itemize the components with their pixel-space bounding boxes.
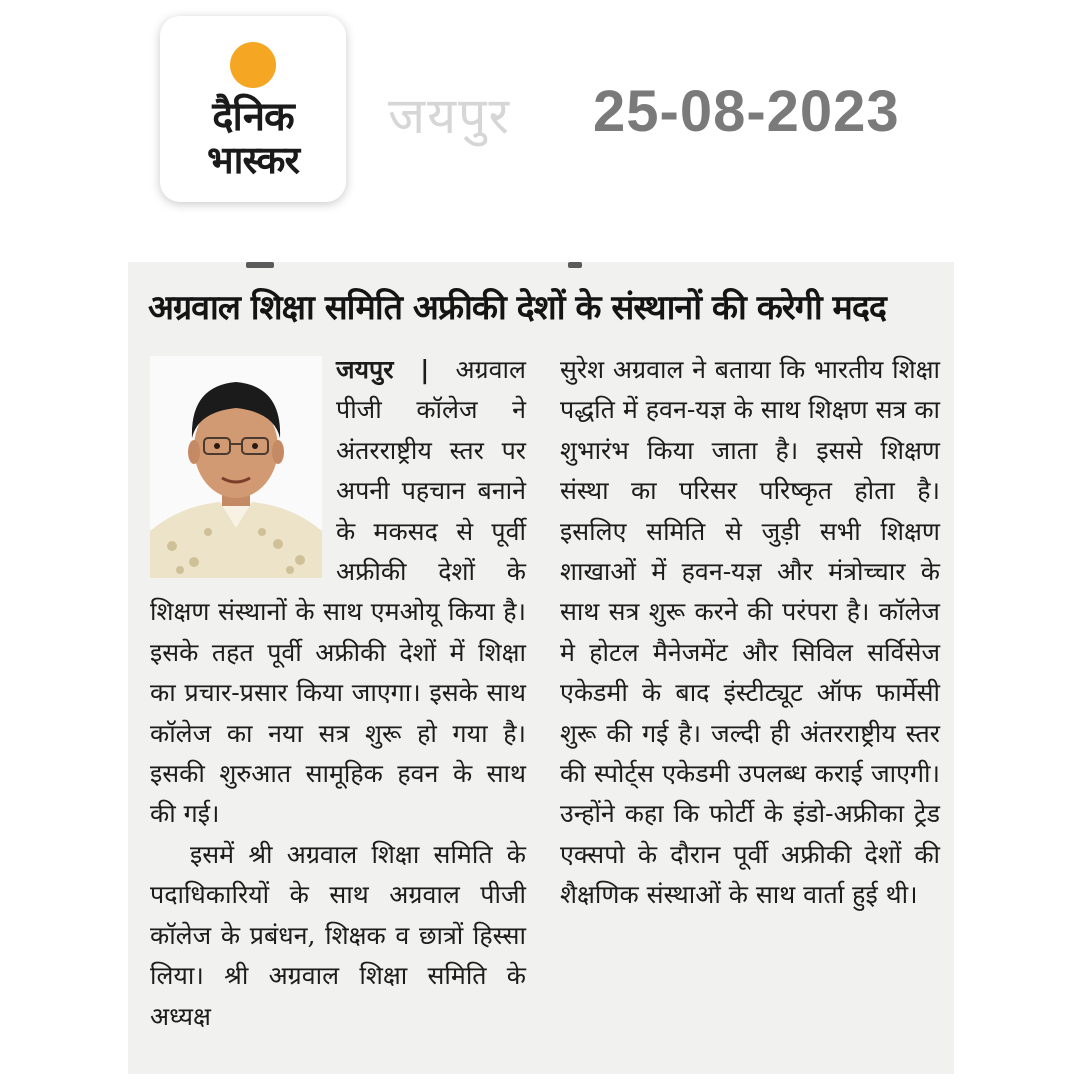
- article-paragraph-text: अग्रवाल पीजी कॉलेज ने अंतरराष्ट्रीय स्तर पर अपनी पहचान बनाने के मकसद से पूर्वी अफ्रीकी देशों के शिक्षण संस्थानों के साथ एमओयू किया है। इसके तहत पूर्वी अफ्रीकी देशों में शिक्षा का प्रचार-प्रसार किया जाएगा। इसके साथ कॉलेज का नया सत्र शुरू हो गया है। इसकी शुरुआत सामूहिक हवन के साथ की गई।: [150, 355, 526, 829]
- news-clipping: [128, 262, 954, 1074]
- clipping-edge-mark: [568, 262, 582, 268]
- author-photo: [150, 356, 322, 578]
- edition-date: 25-08-2023: [593, 79, 900, 144]
- logo-text-line1: दैनिक: [212, 94, 294, 140]
- article-paragraph: इसमें श्री अग्रवाल शिक्षा समिति के पदाधिकारियों के साथ अग्रवाल पीजी कॉलेज के प्रबंधन, शिक्षक व छात्रों हिस्सा लिया। श्री अग्रवाल शिक्षा समिति के अध्यक्ष: [150, 839, 526, 1031]
- article-dateline: जयपुर |: [336, 355, 430, 384]
- article-headline: अग्रवाल शिक्षा समिति अफ्रीकी देशों के संस्थानों की करेगी मदद: [148, 288, 886, 328]
- logo-text-line2: भास्कर: [206, 138, 300, 182]
- edition-city: जयपुर: [388, 87, 511, 145]
- newspaper-logo: [160, 16, 346, 202]
- article-column-left: [150, 350, 526, 1037]
- clipping-edge-mark: [246, 262, 274, 268]
- sun-icon: [230, 42, 276, 88]
- article-column-right: [560, 350, 940, 916]
- article-paragraph: [150, 350, 526, 835]
- article-paragraph: सुरेश अग्रवाल ने बताया कि भारतीय शिक्षा पद्धति में हवन-यज्ञ के साथ शिक्षण सत्र का शुभारंभ किया जाता है। इससे शिक्षण संस्था का परिसर परिष्कृत होता है। इसलिए समिति से जुड़ी सभी शिक्षण शाखाओं में हवन-यज्ञ और मंत्रोच्चार के साथ सत्र शुरू करने की परंपरा है। कॉलेज मे होटल मैनेजमेंट और सिविल सर्विसेज एकेडमी के बाद इंस्टीट्यूट ऑफ फार्मेसी शुरू की गई है। जल्दी ही अंतरराष्ट्रीय स्तर की स्पोर्ट्स एकेडमी उपलब्ध कराई जाएगी। उन्होंने कहा कि फोर्टी के इंडो-अफ्रीका ट्रेड एक्सपो के दौरान पूर्वी अफ्रीकी देशों की शैक्षणिक संस्थाओं के साथ वार्ता हुई थी।: [560, 355, 940, 910]
